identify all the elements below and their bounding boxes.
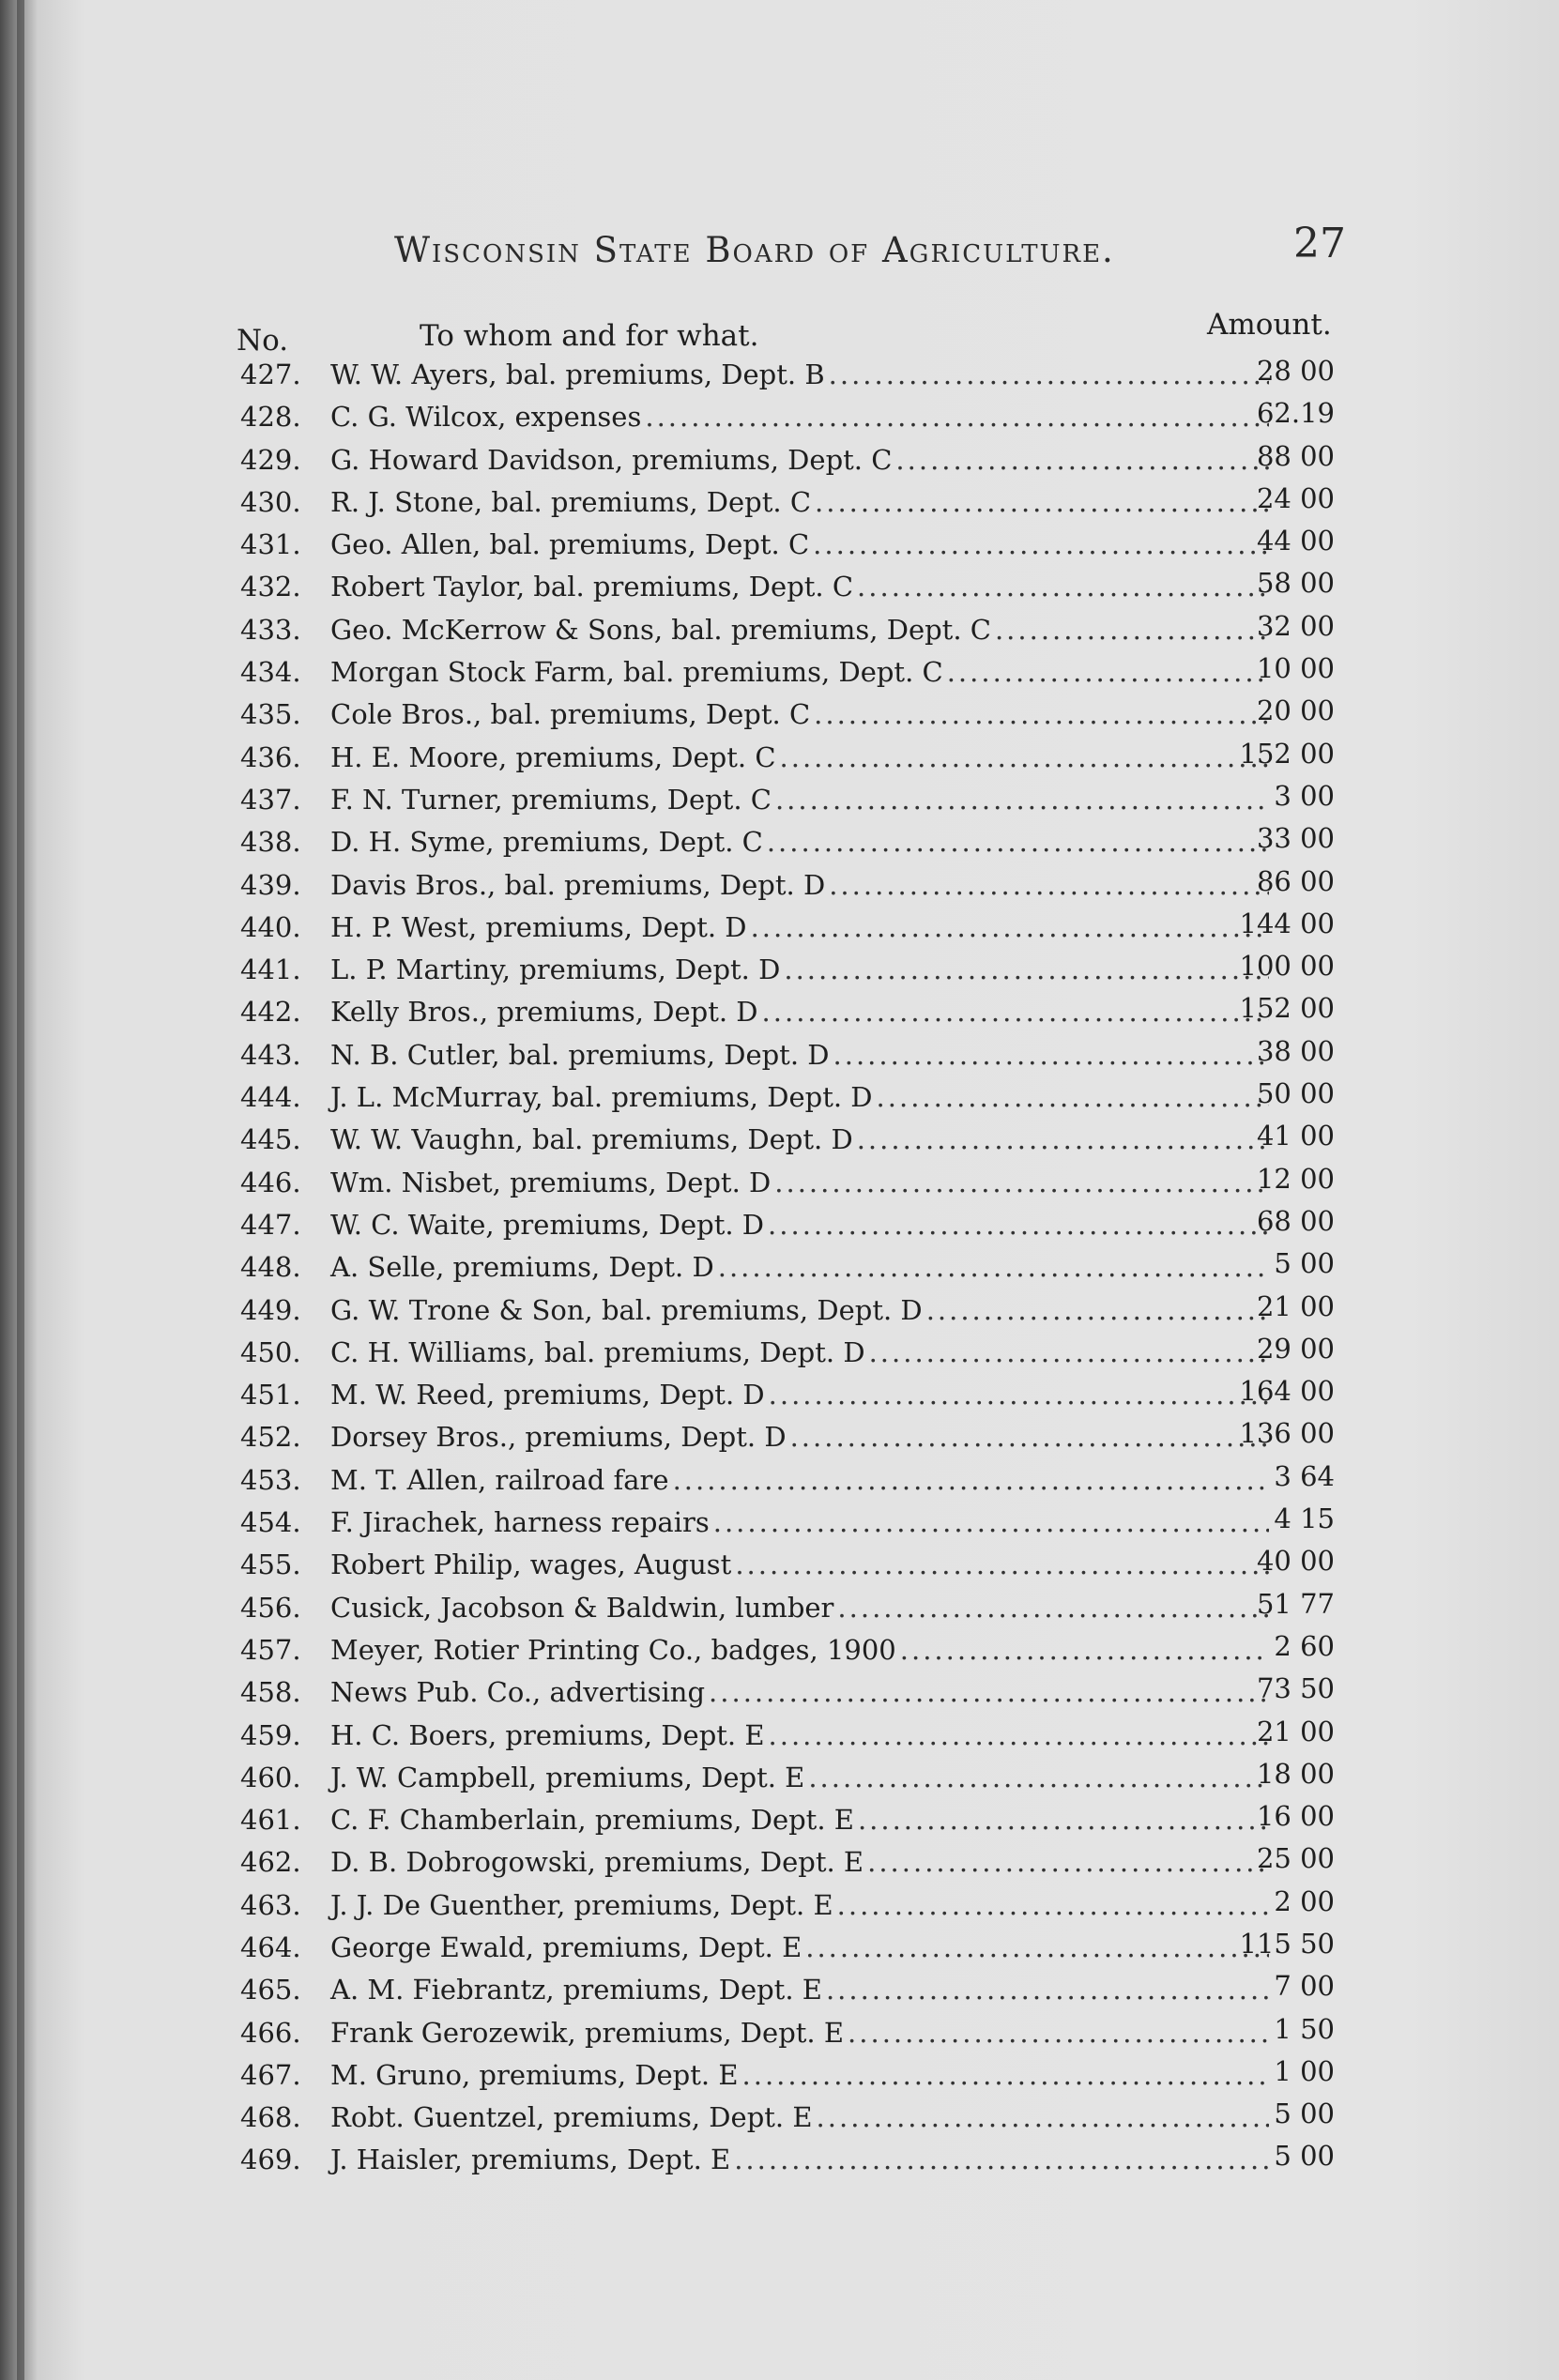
entry-description-text: H. C. Boers, premiums, Dept. E <box>330 1718 765 1751</box>
entry-description <box>330 481 1269 524</box>
table-row <box>237 1927 1363 1969</box>
entry-description-text: Davis Bros., bal. premiums, Dept. D <box>330 868 826 901</box>
entry-description <box>330 2054 1269 2097</box>
entry-description <box>330 779 1269 821</box>
entry-number: 431. <box>240 528 301 561</box>
table-row <box>237 1629 1363 1671</box>
entry-amount: 28 00 <box>1256 355 1335 387</box>
entry-amount: 29 00 <box>1256 1332 1335 1365</box>
running-title: Wisconsin State Board of Agriculture. <box>394 230 1115 270</box>
entry-number: 464. <box>240 1930 301 1963</box>
entry-description-text: F. N. Turner, premiums, Dept. C <box>330 783 772 816</box>
entry-amount: 21 00 <box>1256 1715 1335 1747</box>
dot-leader <box>758 991 1269 1033</box>
entry-description-text: Geo. McKerrow & Sons, bal. premiums, Dept. C <box>330 613 991 646</box>
entry-number: 439. <box>240 868 301 901</box>
entry-number: 458. <box>240 1676 301 1709</box>
dot-leader <box>765 1715 1269 1757</box>
table-row <box>237 907 1363 949</box>
entry-number: 456. <box>240 1591 301 1624</box>
dot-leader <box>705 1671 1269 1714</box>
table-row <box>237 1715 1363 1757</box>
entry-description <box>330 821 1269 863</box>
entry-description-text: D. B. Dobrogowski, premiums, Dept. E <box>330 1846 864 1879</box>
entry-number: 459. <box>240 1718 301 1751</box>
table-row <box>237 1969 1363 2011</box>
entry-description-text: Cole Bros., bal. premiums, Dept. C <box>330 698 811 731</box>
entry-number: 449. <box>240 1293 301 1326</box>
table-row <box>237 1332 1363 1374</box>
entry-description <box>330 1841 1269 1884</box>
table-row <box>237 566 1363 608</box>
entry-amount: 5 00 <box>1274 2140 1335 2173</box>
entry-number: 430. <box>240 485 301 518</box>
entry-amount: 144 00 <box>1239 907 1335 939</box>
entry-number: 446. <box>240 1166 301 1198</box>
entry-description <box>330 1671 1269 1714</box>
table-row <box>237 651 1363 694</box>
entry-description-text: Robert Taylor, bal. premiums, Dept. C <box>330 571 854 603</box>
entry-description <box>330 1204 1269 1246</box>
entry-amount: 5 00 <box>1274 2098 1335 2130</box>
entry-number: 438. <box>240 826 301 859</box>
dot-leader <box>780 949 1269 991</box>
table-row <box>237 1757 1363 1799</box>
table-row <box>237 1119 1363 1161</box>
dot-leader <box>731 1544 1269 1586</box>
entry-description-text: H. P. West, premiums, Dept. D <box>330 910 747 943</box>
dot-leader <box>813 2097 1269 2139</box>
entry-description-text: Wm. Nisbet, premiums, Dept. D <box>330 1166 772 1198</box>
dot-leader <box>787 1416 1269 1458</box>
table-row <box>237 1587 1363 1629</box>
entry-number: 467. <box>240 2058 301 2091</box>
entry-description-text: Robert Philip, wages, August <box>330 1549 732 1581</box>
page-spine-shadow <box>17 0 24 2380</box>
entry-description <box>330 1162 1269 1204</box>
entry-description <box>330 1757 1269 1799</box>
entry-description <box>330 2097 1269 2139</box>
table-row <box>237 821 1363 863</box>
entry-description-text: Cusick, Jacobson & Baldwin, lumber <box>330 1591 834 1624</box>
table-row <box>237 1544 1363 1586</box>
table-row <box>237 481 1363 524</box>
table-row <box>237 1204 1363 1246</box>
entry-amount: 33 00 <box>1256 822 1335 855</box>
entry-amount: 32 00 <box>1256 609 1335 642</box>
entry-amount: 40 00 <box>1256 1545 1335 1578</box>
entry-description-text: W. W. Ayers, bal. premiums, Dept. B <box>330 359 825 390</box>
entry-amount: 2 60 <box>1274 1629 1335 1662</box>
entry-description <box>330 1332 1269 1374</box>
entry-description-text: M. T. Allen, railroad fare <box>330 1463 669 1496</box>
page-number: 27 <box>1293 220 1346 267</box>
entry-description <box>330 1502 1269 1544</box>
entry-description <box>330 1289 1269 1332</box>
entry-description-text: C. G. Wilcox, expenses <box>330 401 642 434</box>
table-row <box>237 2097 1363 2139</box>
entry-description-text: J. Haisler, premiums, Dept. E <box>330 2144 731 2176</box>
entry-number: 427. <box>240 359 301 390</box>
column-header-whom: To whom and for what. <box>420 319 759 353</box>
entry-number: 444. <box>240 1081 301 1114</box>
entry-amount: 38 00 <box>1256 1034 1335 1067</box>
entry-description <box>330 1884 1269 1927</box>
entry-description-text: Frank Gerozewik, premiums, Dept. E <box>330 2016 845 2049</box>
entry-description <box>330 354 1269 396</box>
entry-amount: 18 00 <box>1256 1757 1335 1790</box>
entry-amount: 5 00 <box>1274 1247 1335 1280</box>
entry-description <box>330 864 1269 907</box>
entry-amount: 1 50 <box>1274 2012 1335 2045</box>
entry-number: 441. <box>240 954 301 986</box>
dot-leader <box>714 1246 1269 1289</box>
entry-description-text: H. E. Moore, premiums, Dept. C <box>330 740 776 773</box>
entry-amount: 25 00 <box>1256 1842 1335 1875</box>
table-row <box>237 949 1363 991</box>
table-row <box>237 524 1363 566</box>
dot-leader <box>730 2139 1269 2181</box>
entry-description <box>330 1076 1269 1119</box>
entry-description <box>330 566 1269 608</box>
entry-description <box>330 651 1269 694</box>
table-row <box>237 2139 1363 2181</box>
entry-number: 435. <box>240 698 301 731</box>
entry-description <box>330 1927 1269 1969</box>
dot-leader <box>772 779 1269 821</box>
table-row <box>237 737 1363 779</box>
entry-number: 455. <box>240 1549 301 1581</box>
entry-description-text: Meyer, Rotier Printing Co., badges, 1900 <box>330 1633 896 1666</box>
table-row <box>237 1162 1363 1204</box>
entry-description <box>330 1374 1269 1416</box>
table-row <box>237 1671 1363 1714</box>
entry-number: 433. <box>240 613 301 646</box>
entry-description <box>330 1416 1269 1458</box>
entry-description <box>330 1544 1269 1586</box>
entry-description-text: Robt. Guentzel, premiums, Dept. E <box>330 2101 813 2134</box>
entry-description <box>330 1969 1269 2011</box>
entry-description <box>330 1587 1269 1629</box>
table-row <box>237 2012 1363 2054</box>
entry-amount: 86 00 <box>1256 864 1335 897</box>
entry-description-text: A. Selle, premiums, Dept. D <box>330 1251 714 1284</box>
entry-description-text: M. W. Reed, premiums, Dept. D <box>330 1379 765 1411</box>
entry-amount: 115 50 <box>1239 1927 1335 1960</box>
entry-description-text: A. M. Fiebrantz, premiums, Dept. E <box>330 1974 822 2006</box>
entry-description <box>330 694 1269 736</box>
dot-leader <box>825 354 1269 396</box>
entry-description-text: George Ewald, premiums, Dept. E <box>330 1930 802 1963</box>
entry-number: 432. <box>240 571 301 603</box>
entry-amount: 88 00 <box>1256 439 1335 472</box>
entry-description <box>330 1459 1269 1502</box>
entry-number: 465. <box>240 1974 301 2006</box>
entry-number: 429. <box>240 443 301 476</box>
entry-description-text: Kelly Bros., premiums, Dept. D <box>330 996 758 1029</box>
table-row <box>237 779 1363 821</box>
table-row <box>237 864 1363 907</box>
table-row <box>237 1034 1363 1076</box>
entry-description <box>330 609 1269 651</box>
entry-description <box>330 439 1269 481</box>
entry-description-text: W. W. Vaughn, bal. premiums, Dept. D <box>330 1123 853 1156</box>
entry-description-text: J. J. De Guenther, premiums, Dept. E <box>330 1888 833 1921</box>
entry-amount: 44 00 <box>1256 525 1335 557</box>
entry-amount: 73 50 <box>1256 1672 1335 1705</box>
entry-number: 460. <box>240 1761 301 1793</box>
entry-amount: 20 00 <box>1256 694 1335 727</box>
entry-number: 443. <box>240 1038 301 1071</box>
table-row <box>237 1246 1363 1289</box>
entry-description-text: Dorsey Bros., premiums, Dept. D <box>330 1421 787 1454</box>
entry-number: 453. <box>240 1463 301 1496</box>
entry-description-text: News Pub. Co., advertising <box>330 1676 706 1709</box>
table-row <box>237 354 1363 396</box>
entry-description <box>330 1034 1269 1076</box>
table-row <box>237 1459 1363 1502</box>
entry-amount: 1 00 <box>1274 2054 1335 2087</box>
table-row <box>237 1416 1363 1458</box>
entry-amount: 58 00 <box>1256 567 1335 600</box>
entry-description <box>330 949 1269 991</box>
entry-description <box>330 1629 1269 1671</box>
dot-leader <box>764 1204 1269 1246</box>
entry-amount: 16 00 <box>1256 1800 1335 1833</box>
entry-number: 452. <box>240 1421 301 1454</box>
entry-description-text: N. B. Cutler, bal. premiums, Dept. D <box>330 1038 830 1071</box>
entry-number: 463. <box>240 1888 301 1921</box>
table-row <box>237 1884 1363 1927</box>
table-row <box>237 609 1363 651</box>
entry-number: 468. <box>240 2101 301 2134</box>
entry-description-text: C. F. Chamberlain, premiums, Dept. E <box>330 1804 854 1837</box>
entry-number: 451. <box>240 1379 301 1411</box>
entry-description-text: D. H. Syme, premiums, Dept. C <box>330 826 763 859</box>
entry-description-text: J. L. McMurray, bal. premiums, Dept. D <box>330 1081 873 1114</box>
column-header-no: No. <box>237 324 289 358</box>
table-row <box>237 1841 1363 1884</box>
table-row <box>237 1076 1363 1119</box>
entry-number: 445. <box>240 1123 301 1156</box>
column-header-amount: Amount. <box>1207 308 1332 342</box>
entry-number: 447. <box>240 1208 301 1241</box>
table-row <box>237 396 1363 438</box>
entry-description-text: W. C. Waite, premiums, Dept. D <box>330 1208 765 1241</box>
dot-leader <box>763 821 1269 863</box>
dot-leader <box>804 1757 1269 1799</box>
dot-leader <box>822 1969 1269 2011</box>
entry-amount: 136 00 <box>1239 1417 1335 1450</box>
dot-leader <box>810 694 1269 736</box>
entry-description-text: Morgan Stock Farm, bal. premiums, Dept. C <box>330 656 943 689</box>
entry-amount: 4 15 <box>1274 1503 1335 1535</box>
entry-amount: 50 00 <box>1256 1077 1335 1110</box>
table-row <box>237 1799 1363 1841</box>
entry-amount: 152 00 <box>1239 737 1335 770</box>
entry-number: 466. <box>240 2016 301 2049</box>
entry-number: 437. <box>240 783 301 816</box>
entry-amount: 164 00 <box>1239 1375 1335 1408</box>
entry-number: 461. <box>240 1804 301 1837</box>
table-row <box>237 694 1363 736</box>
entry-amount: 12 00 <box>1256 1162 1335 1195</box>
entry-description <box>330 907 1269 949</box>
entry-amount: 51 77 <box>1256 1587 1335 1620</box>
table-row <box>237 1374 1363 1416</box>
entry-description-text: M. Gruno, premiums, Dept. E <box>330 2058 739 2091</box>
entry-number: 434. <box>240 656 301 689</box>
entry-description <box>330 2139 1269 2181</box>
entry-number: 454. <box>240 1506 301 1539</box>
entry-description <box>330 1799 1269 1841</box>
entry-description-text: J. W. Campbell, premiums, Dept. E <box>330 1761 805 1793</box>
entry-description <box>330 2012 1269 2054</box>
entry-number: 457. <box>240 1633 301 1666</box>
entry-description <box>330 396 1269 438</box>
dot-leader <box>776 737 1269 779</box>
entry-amount: 41 00 <box>1256 1120 1335 1152</box>
entry-number: 469. <box>240 2144 301 2176</box>
dot-leader <box>809 524 1269 566</box>
entry-number: 440. <box>240 910 301 943</box>
entry-number: 436. <box>240 740 301 773</box>
entry-amount: 3 00 <box>1274 779 1335 812</box>
entry-description-text: G. W. Trone & Son, bal. premiums, Dept. D <box>330 1293 923 1326</box>
entry-amount: 21 00 <box>1256 1289 1335 1322</box>
entry-number: 448. <box>240 1251 301 1284</box>
table-row <box>237 439 1363 481</box>
dot-leader <box>747 907 1269 949</box>
entry-amount: 100 00 <box>1239 950 1335 983</box>
dot-leader <box>765 1374 1269 1416</box>
entry-number: 428. <box>240 401 301 434</box>
entry-description <box>330 991 1269 1033</box>
entry-description-text: G. Howard Davidson, premiums, Dept. C <box>330 443 893 476</box>
table-row <box>237 1502 1363 1544</box>
dot-leader <box>641 396 1269 438</box>
dot-leader <box>710 1502 1269 1544</box>
entry-description-text: Geo. Allen, bal. premiums, Dept. C <box>330 528 810 561</box>
entry-description-text: C. H. Williams, bal. premiums, Dept. D <box>330 1335 865 1368</box>
entry-description-text: L. P. Martiny, premiums, Dept. D <box>330 954 781 986</box>
dot-leader <box>739 2054 1269 2097</box>
dot-leader <box>771 1162 1269 1204</box>
entry-description-text: F. Jirachek, harness repairs <box>330 1506 710 1539</box>
dot-leader <box>811 481 1269 524</box>
table-row <box>237 1289 1363 1332</box>
entry-amount: 24 00 <box>1256 481 1335 514</box>
table-row <box>237 991 1363 1033</box>
entry-amount: 3 64 <box>1274 1459 1335 1492</box>
entry-number: 462. <box>240 1846 301 1879</box>
table-row <box>237 2054 1363 2097</box>
entry-amount: 152 00 <box>1239 992 1335 1025</box>
entry-description <box>330 737 1269 779</box>
entry-description <box>330 1715 1269 1757</box>
entry-number: 450. <box>240 1335 301 1368</box>
entry-amount: 2 00 <box>1274 1884 1335 1917</box>
entry-description <box>330 1119 1269 1161</box>
dot-leader <box>802 1927 1269 1969</box>
entry-description <box>330 1246 1269 1289</box>
ledger-table <box>237 354 1363 2182</box>
entry-amount: 68 00 <box>1256 1204 1335 1237</box>
dot-leader <box>669 1459 1269 1502</box>
entry-amount: 10 00 <box>1256 652 1335 685</box>
entry-description-text: R. J. Stone, bal. premiums, Dept. C <box>330 485 812 518</box>
entry-amount: 7 00 <box>1274 1970 1335 2003</box>
entry-number: 442. <box>240 996 301 1029</box>
entry-amount: 62.19 <box>1256 397 1335 430</box>
entry-description <box>330 524 1269 566</box>
